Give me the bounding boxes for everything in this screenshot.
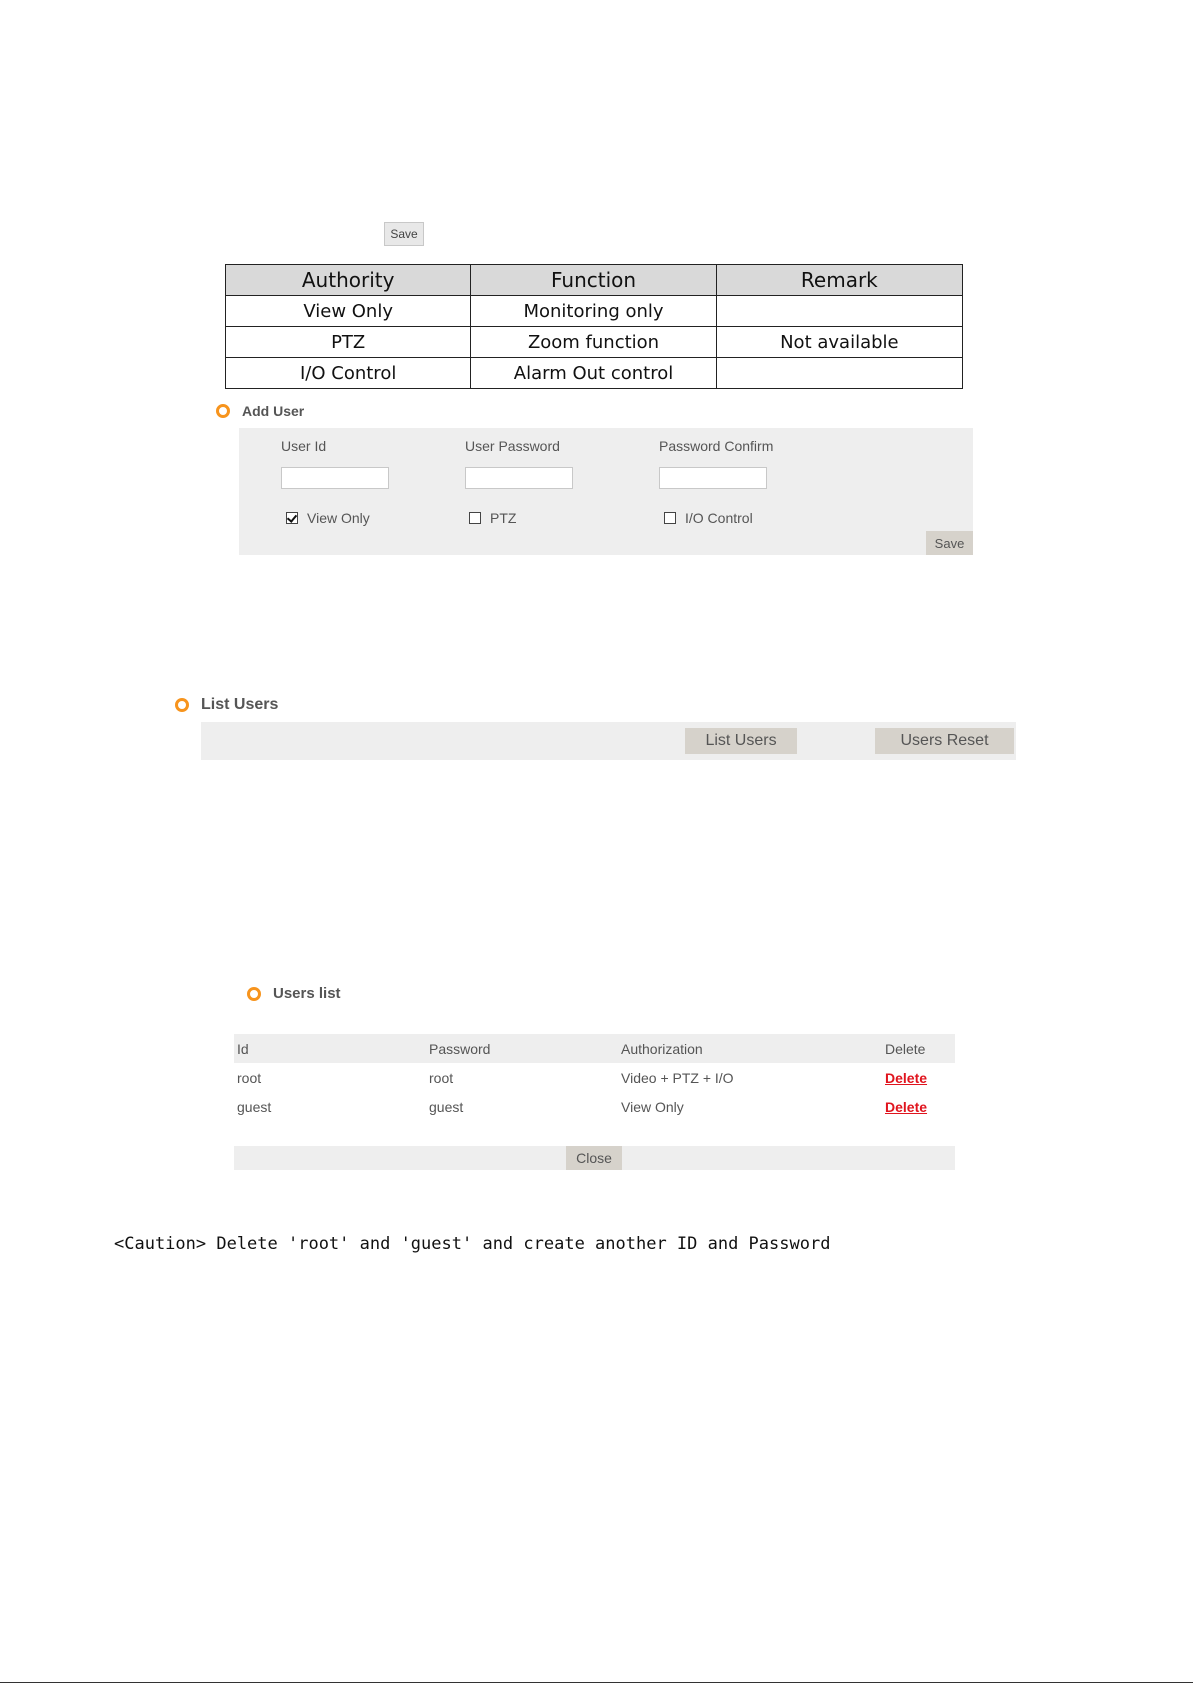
- checkbox-unchecked-icon[interactable]: [664, 512, 676, 524]
- delete-header: Delete: [882, 1034, 955, 1063]
- authority-table: [225, 264, 963, 389]
- users-list-title: Users list: [273, 985, 341, 1002]
- user-password-cell: guest: [429, 1098, 464, 1115]
- authority-cell: View Only: [226, 296, 471, 327]
- list-users-bar: [201, 722, 1016, 760]
- bullet-ring-icon: [247, 987, 261, 1001]
- function-cell: Alarm Out control: [471, 358, 716, 389]
- add-user-title: Add User: [242, 403, 305, 419]
- users-list-table: [234, 1034, 955, 1121]
- authority-table-header-row: [226, 265, 963, 296]
- top-save-button[interactable]: Save: [384, 222, 424, 246]
- delete-link[interactable]: Delete: [885, 1069, 928, 1086]
- user-id-label: User Id: [281, 438, 327, 454]
- view-only-label: View Only: [307, 510, 370, 526]
- list-users-title: List Users: [201, 696, 279, 713]
- function-header: Function: [471, 265, 716, 296]
- page-footer-rule: [0, 1682, 1193, 1683]
- checkbox-checked-icon[interactable]: [286, 512, 298, 524]
- bullet-ring-icon: [175, 698, 189, 712]
- delete-link[interactable]: Delete: [885, 1098, 928, 1115]
- user-authorization-cell: View Only: [621, 1098, 684, 1115]
- password-confirm-input[interactable]: [659, 467, 767, 489]
- authorization-header: Authorization: [618, 1034, 882, 1063]
- function-cell: Zoom function: [471, 327, 716, 358]
- id-header: Id: [234, 1034, 426, 1063]
- ptz-checkbox[interactable]: [469, 510, 516, 526]
- add-user-save-button[interactable]: Save: [926, 531, 973, 555]
- authority-cell: I/O Control: [226, 358, 471, 389]
- remark-cell: [716, 358, 962, 389]
- delete-cell: [882, 1092, 955, 1121]
- close-bar: [234, 1146, 955, 1170]
- user-password-label: User Password: [465, 438, 560, 454]
- password-confirm-label: Password Confirm: [659, 438, 774, 454]
- remark-header: Remark: [716, 265, 962, 296]
- function-cell: Monitoring only: [471, 296, 716, 327]
- user-password-input[interactable]: [465, 467, 573, 489]
- remark-cell: Not available: [716, 327, 962, 358]
- users-table-header-row: [234, 1034, 955, 1063]
- password-header: Password: [426, 1034, 618, 1063]
- add-user-heading: [216, 403, 304, 419]
- user-authorization-cell: Video + PTZ + I/O: [621, 1069, 734, 1086]
- users-reset-button[interactable]: Users Reset: [875, 728, 1014, 754]
- add-user-panel: [239, 428, 973, 555]
- checkbox-unchecked-icon[interactable]: [469, 512, 481, 524]
- table-row: [234, 1092, 955, 1121]
- io-control-checkbox[interactable]: [664, 510, 753, 526]
- io-control-label: I/O Control: [685, 510, 753, 526]
- list-users-heading: [175, 696, 278, 714]
- view-only-checkbox[interactable]: [286, 510, 370, 526]
- ptz-label: PTZ: [490, 510, 517, 526]
- delete-cell: [882, 1063, 955, 1092]
- users-list-heading: [247, 985, 341, 1002]
- user-id-input[interactable]: [281, 467, 389, 489]
- remark-cell: [716, 296, 962, 327]
- user-id-cell: root: [237, 1069, 262, 1086]
- list-users-button[interactable]: List Users: [685, 728, 797, 754]
- table-row: [226, 327, 963, 358]
- authority-cell: PTZ: [226, 327, 471, 358]
- table-row: [226, 358, 963, 389]
- user-id-cell: guest: [237, 1098, 272, 1115]
- table-row: [226, 296, 963, 327]
- close-button[interactable]: Close: [566, 1146, 622, 1170]
- user-password-cell: root: [429, 1069, 454, 1086]
- bullet-ring-icon: [216, 404, 230, 418]
- authority-header: Authority: [226, 265, 471, 296]
- caution-note: <Caution> Delete 'root' and 'guest' and create another ID and Password: [114, 1234, 831, 1254]
- table-row: [234, 1063, 955, 1092]
